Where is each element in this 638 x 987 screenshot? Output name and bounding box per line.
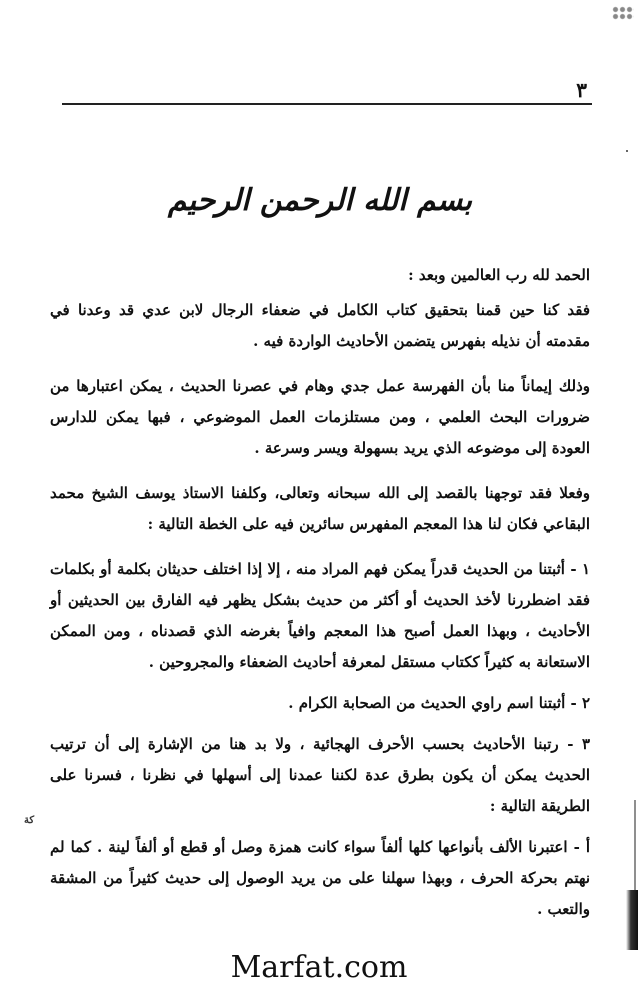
page-number: ٣	[576, 78, 587, 102]
paragraph-intro: فقد كنا حين قمنا بتحقيق كتاب الكامل في ضعفاء الرجال لابن عدي قد وعدنا في مقدمته أن نذيله بفهرس يتضمن الأحاديث الواردة فيه .	[50, 301, 590, 350]
opening-line: الحمد لله رب العالمين وبعد :	[408, 266, 590, 284]
paragraph-indexing: وذلك إيماناً منا بأن الفهرسة عمل جدي وهام في عصرنا الحديث ، يمكن اعتبارها من ضرورات البحث العلمي ، ومن مستلزمات العمل الموضوعي ، فبها يمكن للدارس العودة إلى موضوعه الذي يريد بسهولة ويسر وسرعة .	[50, 377, 590, 457]
plan-item-2: ٢ - أثبتنا اسم راوي الحديث من الصحابة الكرام .	[288, 694, 590, 712]
scan-speck-top	[612, 6, 634, 20]
plan-item-1: ١ - أثبتنا من الحديث قدراً يمكن فهم المراد منه ، إلا إذا اختلف حديثان بكلمة أو بكلمات فقد اضطررنا لأخذ الحديث أو أكثر من حديث بشكل يظهر فيه الفارق بين الحديثين أو الأحاديث ، وبهذا العمل أصبح هذا المعجم وافياً بغرضه الذي قصدناه ، ومن الممكن الاستعانة به كثيراً ككتاب مستقل لمعرفة أحاديث الضعفاء والمجروحين .	[50, 560, 590, 671]
plan-item-3: ٣ - رتبنا الأحاديث بحسب الأحرف الهجائية ، ولا بد هنا من الإشارة إلى أن ترتيب الحديث يمكن أن يكون بطرق عدة لكننا عمدنا إلى أسهلها في نظرنا ، فسرنا على الطريقة التالية :	[50, 735, 590, 815]
body-text	[50, 260, 590, 935]
paragraph-plan: وفعلا فقد توجهنا بالقصد إلى الله سبحانه وتعالى، وكلفنا الاستاذ يوسف الشيخ محمد البقاعي فكان لنا هذا المعجم المفهرس سائرين فيه على الخطة التالية :	[50, 484, 590, 533]
margin-note: كة	[24, 815, 35, 826]
basmala-heading: بسم الله الرحمن الرحيم	[167, 183, 473, 218]
header-rule	[62, 103, 592, 105]
plan-item-3a: أ - اعتبرنا الألف بأنواعها كلها ألفاً سواء كانت همزة وصل أو قطع أو ألفاً لينة . كما لم نهتم بحركة الحرف ، وبهذا سهلنا على من يريد الوصول إلى حديث كثيراً من المشقة والتعب .	[50, 838, 590, 918]
page-edge-shadow	[626, 890, 638, 950]
scan-speck	[626, 150, 628, 152]
watermark: Marfat.com	[230, 950, 408, 985]
